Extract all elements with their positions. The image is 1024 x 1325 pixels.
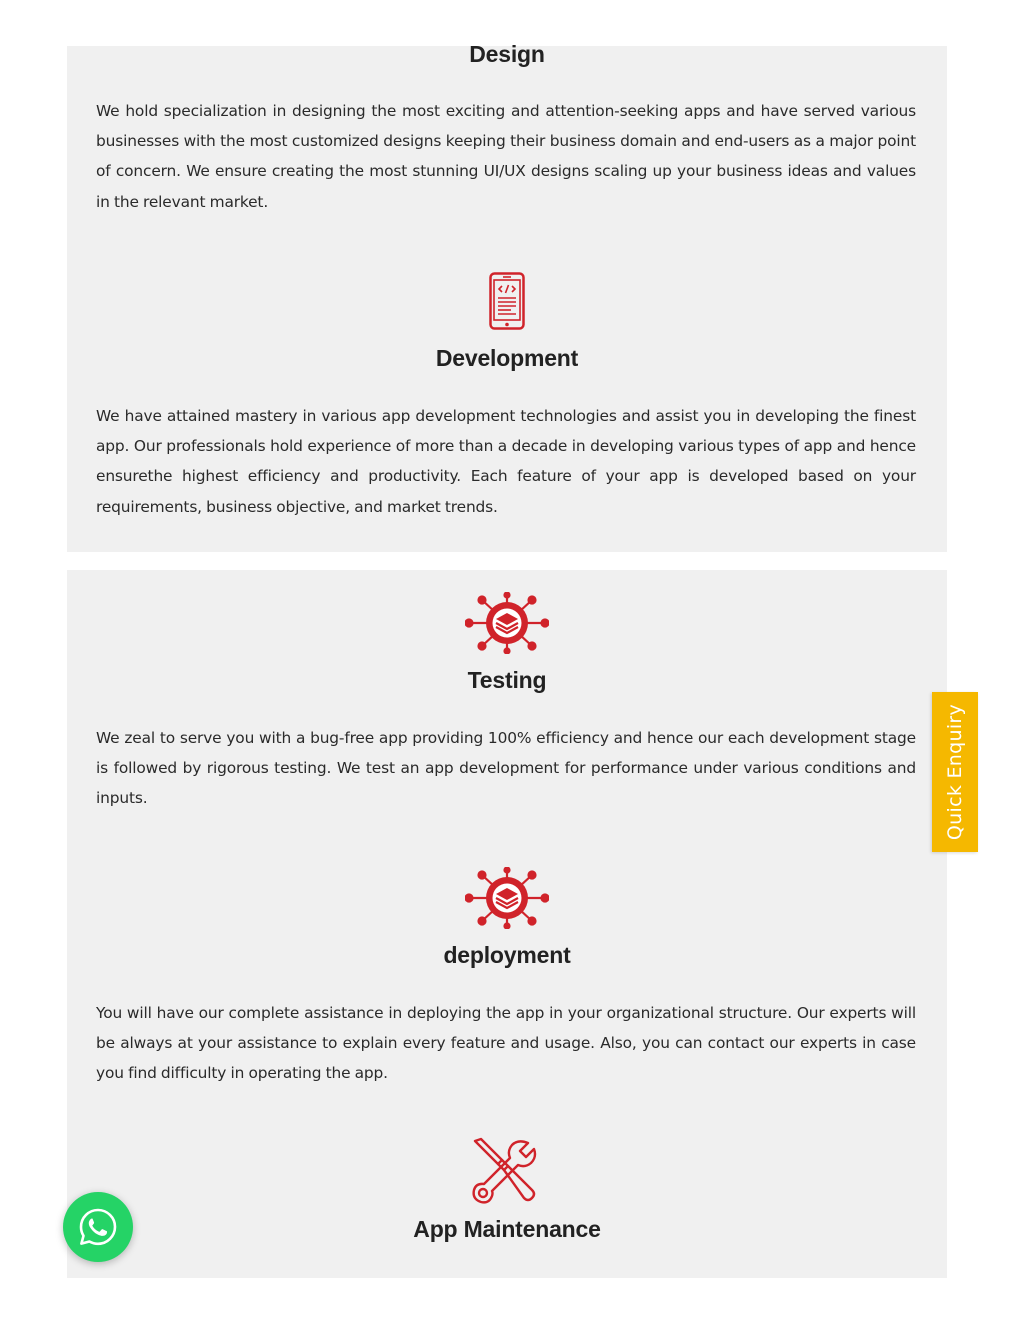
quick-enquiry-button[interactable] <box>932 692 978 852</box>
quick-enquiry-label: Quick Enquiry <box>944 703 966 841</box>
service-title-deployment: deployment <box>443 942 571 968</box>
service-description-testing: We zeal to serve you with a bug-free app providing 100% efficiency and hence our each development stage is followed by rigorous testing. We test an app development for performance under various conditions and inputs. <box>96 729 916 808</box>
services-card-testing-deployment-maintenance <box>67 570 947 1278</box>
network-layers-icon <box>465 592 549 654</box>
wrench-screwdriver-icon <box>472 1137 540 1205</box>
service-description-deployment: You will have our complete assistance in deploying the app in your organizational structure. Our experts will be always at your assistance to explain every feature and usage. Also, you can contact our experts in case you find difficulty in operating the app. <box>96 1004 916 1083</box>
service-title-design: Design <box>469 41 545 67</box>
service-title-development: Development <box>435 345 579 371</box>
mobile-code-icon <box>489 272 525 330</box>
service-title-testing: Testing <box>467 667 547 693</box>
service-description-design: We hold specialization in designing the most exciting and attention-seeking apps and have served various businesses with the most customized designs keeping their business domain and end-users as a major point of concern. We ensure creating the most stunning UI/UX designs scaling up your business ideas and values in the relevant market. <box>96 102 916 211</box>
whatsapp-icon <box>78 1207 118 1247</box>
whatsapp-chat-button[interactable] <box>63 1192 133 1262</box>
service-title-app-maintenance: App Maintenance <box>413 1216 601 1242</box>
services-card-design-development <box>67 41 947 552</box>
service-description-development: We have attained mastery in various app development technologies and assist you in developing the finest app. Our professionals hold experience of more than a decade in developing various types of app and hence ensurethe highest efficiency and productivity. Each feature of your app is developed based on your requirements, business objective, and market trends. <box>96 407 916 516</box>
network-layers-icon <box>465 867 549 929</box>
